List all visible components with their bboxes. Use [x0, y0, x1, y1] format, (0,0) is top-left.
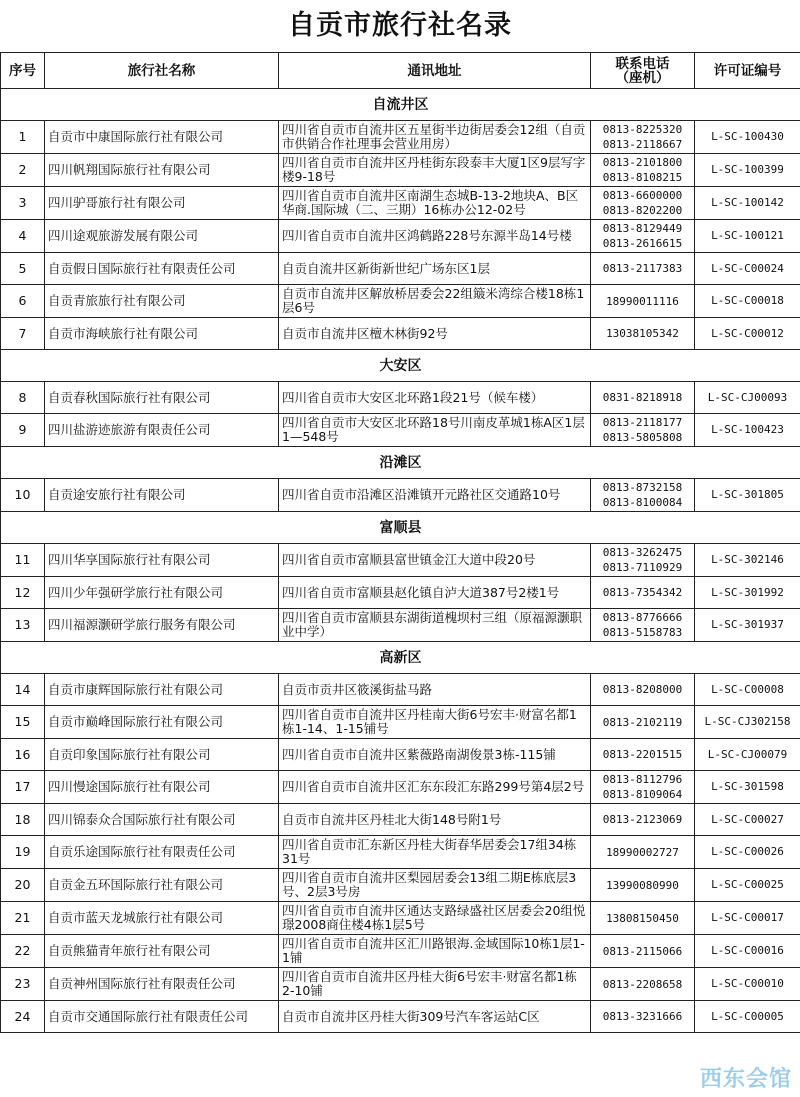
cell-name: 四川驴哥旅行社有限公司 [45, 187, 279, 220]
cell-address: 四川省自贡市大安区北环路1段21号（候车楼） [279, 382, 591, 414]
table-row [1, 544, 800, 577]
cell-name: 四川福源灏研学旅行服务有限公司 [45, 609, 279, 642]
cell-address: 自贡市自流井区檀木林街92号 [279, 318, 591, 350]
cell-address: 四川省自贡市汇东新区丹桂大街春华居委会17组34栋31号 [279, 836, 591, 869]
cell-address: 四川省自贡市大安区北环路18号川南皮革城1栋A区1层1—548号 [279, 414, 591, 447]
cell-phone: 0813-8732158 0813-8100084 [591, 479, 695, 512]
table-row [1, 674, 800, 706]
cell-no: 10 [1, 479, 45, 512]
cell-phone: 0813-2123069 [591, 804, 695, 836]
cell-phone: 0813-2117383 [591, 253, 695, 285]
table-row [1, 318, 800, 350]
cell-license: L-SC-100399 [695, 154, 800, 187]
cell-license: L-SC-C00027 [695, 804, 800, 836]
watermark-logo: 西东会馆 [699, 1067, 792, 1092]
cell-phone: 0813-2101800 0813-8108215 [591, 154, 695, 187]
cell-no: 21 [1, 902, 45, 935]
table-row [1, 285, 800, 318]
cell-no: 15 [1, 706, 45, 739]
cell-no: 2 [1, 154, 45, 187]
cell-address: 自贡市自流井区解放桥居委会22组簸米湾综合楼18栋1层6号 [279, 285, 591, 318]
section-title: 高新区 [1, 642, 800, 674]
cell-name: 四川慢途国际旅行社有限公司 [45, 771, 279, 804]
cell-license: L-SC-C00024 [695, 253, 800, 285]
cell-no: 19 [1, 836, 45, 869]
cell-license: L-SC-C00012 [695, 318, 800, 350]
table-row [1, 253, 800, 285]
cell-phone: 0813-3262475 0813-7110929 [591, 544, 695, 577]
table-row [1, 771, 800, 804]
cell-no: 23 [1, 968, 45, 1001]
cell-phone: 0813-8112796 0813-8109064 [591, 771, 695, 804]
cell-address: 四川省自贡市富顺县东湖街道槐坝村三组（原福源灏职业中学） [279, 609, 591, 642]
cell-name: 自贡乐途国际旅行社有限责任公司 [45, 836, 279, 869]
cell-address: 四川省自贡市自流井区丹桂大街6号宏丰·财富名都1栋2-10铺 [279, 968, 591, 1001]
table-row [1, 739, 800, 771]
cell-no: 22 [1, 935, 45, 968]
cell-license: L-SC-301805 [695, 479, 800, 512]
cell-no: 18 [1, 804, 45, 836]
header-license: 许可证编号 [695, 53, 800, 89]
cell-license: L-SC-CJ00093 [695, 382, 800, 414]
cell-name: 自贡市康辉国际旅行社有限公司 [45, 674, 279, 706]
cell-address: 自贡市贡井区筱溪街盐马路 [279, 674, 591, 706]
cell-name: 四川锦泰众合国际旅行社有限公司 [45, 804, 279, 836]
cell-license: L-SC-301598 [695, 771, 800, 804]
header-phone: 联系电话 （座机） [591, 53, 695, 89]
cell-phone: 0831-8218918 [591, 382, 695, 414]
table-row [1, 121, 800, 154]
cell-address: 自贡自流井区新街新世纪广场东区1层 [279, 253, 591, 285]
cell-name: 自贡春秋国际旅行社有限公司 [45, 382, 279, 414]
cell-name: 自贡印象国际旅行社有限公司 [45, 739, 279, 771]
table-row [1, 220, 800, 253]
section-title: 沿滩区 [1, 447, 800, 479]
cell-address: 四川省自贡市自流井区丹桂南大街6号宏丰·财富名都1栋1-14、1-15铺号 [279, 706, 591, 739]
cell-address: 四川省自贡市自流井区梨园居委会13组二期E栋底层3号、2层3号房 [279, 869, 591, 902]
cell-address: 四川省自贡市自流井区紫薇路南湖俊景3栋-115铺 [279, 739, 591, 771]
cell-phone: 0813-8129449 0813-2616615 [591, 220, 695, 253]
cell-license: L-SC-100430 [695, 121, 800, 154]
header-name: 旅行社名称 [45, 53, 279, 89]
cell-license: L-SC-100142 [695, 187, 800, 220]
table-row [1, 836, 800, 869]
cell-address: 四川省自贡市自流井区汇川路银海.金域国际10栋1层1-1铺 [279, 935, 591, 968]
cell-license: L-SC-301992 [695, 577, 800, 609]
cell-no: 6 [1, 285, 45, 318]
section-row [1, 447, 800, 479]
table-row [1, 902, 800, 935]
cell-name: 四川盐游迹旅游有限责任公司 [45, 414, 279, 447]
cell-phone: 0813-8225320 0813-2118667 [591, 121, 695, 154]
cell-address: 四川省自贡市自流井区通达支路绿盛社区居委会20组悦璟2008商住楼4栋1层5号 [279, 902, 591, 935]
cell-phone: 18990002727 [591, 836, 695, 869]
cell-name: 自贡市蓝天龙城旅行社有限公司 [45, 902, 279, 935]
cell-license: L-SC-100423 [695, 414, 800, 447]
section-title: 大安区 [1, 350, 800, 382]
cell-name: 自贡市巅峰国际旅行社有限公司 [45, 706, 279, 739]
cell-name: 自贡熊猫青年旅行社有限公司 [45, 935, 279, 968]
cell-no: 16 [1, 739, 45, 771]
cell-license: L-SC-CJ302158 [695, 706, 800, 739]
cell-address: 四川省自贡市自流井区鸿鹤路228号东源半岛14号楼 [279, 220, 591, 253]
cell-license: L-SC-C00026 [695, 836, 800, 869]
table-row [1, 706, 800, 739]
cell-phone: 13038105342 [591, 318, 695, 350]
cell-name: 自贡假日国际旅行社有限责任公司 [45, 253, 279, 285]
cell-name: 自贡青旅旅行社有限公司 [45, 285, 279, 318]
table-row [1, 414, 800, 447]
cell-license: L-SC-C00005 [695, 1001, 800, 1033]
cell-phone: 0813-2115066 [591, 935, 695, 968]
table-row [1, 804, 800, 836]
cell-phone: 13808150450 [591, 902, 695, 935]
header-no: 序号 [1, 53, 45, 89]
cell-no: 12 [1, 577, 45, 609]
cell-no: 7 [1, 318, 45, 350]
cell-phone: 0813-8208000 [591, 674, 695, 706]
cell-name: 四川华享国际旅行社有限公司 [45, 544, 279, 577]
cell-no: 24 [1, 1001, 45, 1033]
cell-no: 4 [1, 220, 45, 253]
cell-license: L-SC-301937 [695, 609, 800, 642]
cell-no: 5 [1, 253, 45, 285]
header-row [1, 53, 800, 89]
cell-license: L-SC-C00025 [695, 869, 800, 902]
section-title: 富顺县 [1, 512, 800, 544]
section-title: 自流井区 [1, 89, 800, 121]
cell-license: L-SC-C00008 [695, 674, 800, 706]
cell-no: 20 [1, 869, 45, 902]
cell-phone: 0813-6600000 0813-8202200 [591, 187, 695, 220]
cell-name: 自贡市海峡旅行社有限公司 [45, 318, 279, 350]
cell-license: L-SC-C00016 [695, 935, 800, 968]
cell-name: 自贡神州国际旅行社有限责任公司 [45, 968, 279, 1001]
cell-phone: 0813-2208658 [591, 968, 695, 1001]
cell-license: L-SC-C00017 [695, 902, 800, 935]
cell-no: 9 [1, 414, 45, 447]
cell-no: 8 [1, 382, 45, 414]
table-row [1, 187, 800, 220]
cell-no: 17 [1, 771, 45, 804]
cell-address: 四川省自贡市自流井区汇东东段汇东路299号第4层2号 [279, 771, 591, 804]
section-row [1, 350, 800, 382]
page-title: 自贡市旅行社名录 [288, 10, 512, 41]
cell-phone: 0813-7354342 [591, 577, 695, 609]
table-row [1, 935, 800, 968]
cell-no: 11 [1, 544, 45, 577]
cell-address: 四川省自贡市自流井区丹桂街东段泰丰大厦1区9层写字楼9-18号 [279, 154, 591, 187]
section-row [1, 642, 800, 674]
section-row [1, 512, 800, 544]
cell-name: 四川途观旅游发展有限公司 [45, 220, 279, 253]
header-address: 通讯地址 [279, 53, 591, 89]
cell-license: L-SC-CJ00079 [695, 739, 800, 771]
cell-address: 自贡市自流井区丹桂大街309号汽车客运站C区 [279, 1001, 591, 1033]
cell-address: 四川省自贡市自流井区南湖生态城B-13-2地块A、B区华商.国际城（二、三期）16栋办公12-02号 [279, 187, 591, 220]
cell-address: 四川省自贡市富顺县赵化镇自泸大道387号2楼1号 [279, 577, 591, 609]
table-row [1, 609, 800, 642]
cell-license: L-SC-C00010 [695, 968, 800, 1001]
cell-name: 四川帆翔国际旅行社有限公司 [45, 154, 279, 187]
cell-phone: 0813-2118177 0813-5805808 [591, 414, 695, 447]
cell-no: 13 [1, 609, 45, 642]
cell-name: 自贡金五环国际旅行社有限公司 [45, 869, 279, 902]
cell-name: 四川少年强研学旅行社有限公司 [45, 577, 279, 609]
table-row [1, 154, 800, 187]
cell-no: 1 [1, 121, 45, 154]
cell-name: 自贡途安旅行社有限公司 [45, 479, 279, 512]
cell-phone: 13990080990 [591, 869, 695, 902]
cell-phone: 0813-2102119 [591, 706, 695, 739]
table-row [1, 869, 800, 902]
table-row [1, 479, 800, 512]
travel-agency-table [0, 52, 800, 1033]
table-row [1, 1001, 800, 1033]
cell-no: 14 [1, 674, 45, 706]
cell-license: L-SC-100121 [695, 220, 800, 253]
cell-no: 3 [1, 187, 45, 220]
cell-phone: 0813-2201515 [591, 739, 695, 771]
cell-name: 自贡市中康国际旅行社有限公司 [45, 121, 279, 154]
cell-phone: 18990011116 [591, 285, 695, 318]
cell-name: 自贡市交通国际旅行社有限责任公司 [45, 1001, 279, 1033]
cell-address: 自贡市自流井区丹桂北大街148号附1号 [279, 804, 591, 836]
table-row [1, 968, 800, 1001]
cell-license: L-SC-C00018 [695, 285, 800, 318]
cell-license: L-SC-302146 [695, 544, 800, 577]
section-row [1, 89, 800, 121]
cell-phone: 0813-8776666 0813-5158783 [591, 609, 695, 642]
cell-address: 四川省自贡市自流井区五星街半边街居委会12组（自贡市供销合作社理事会营业用房） [279, 121, 591, 154]
cell-address: 四川省自贡市富顺县富世镇金江大道中段20号 [279, 544, 591, 577]
cell-phone: 0813-3231666 [591, 1001, 695, 1033]
table-row [1, 577, 800, 609]
table-row [1, 382, 800, 414]
cell-address: 四川省自贡市沿滩区沿滩镇开元路社区交通路10号 [279, 479, 591, 512]
